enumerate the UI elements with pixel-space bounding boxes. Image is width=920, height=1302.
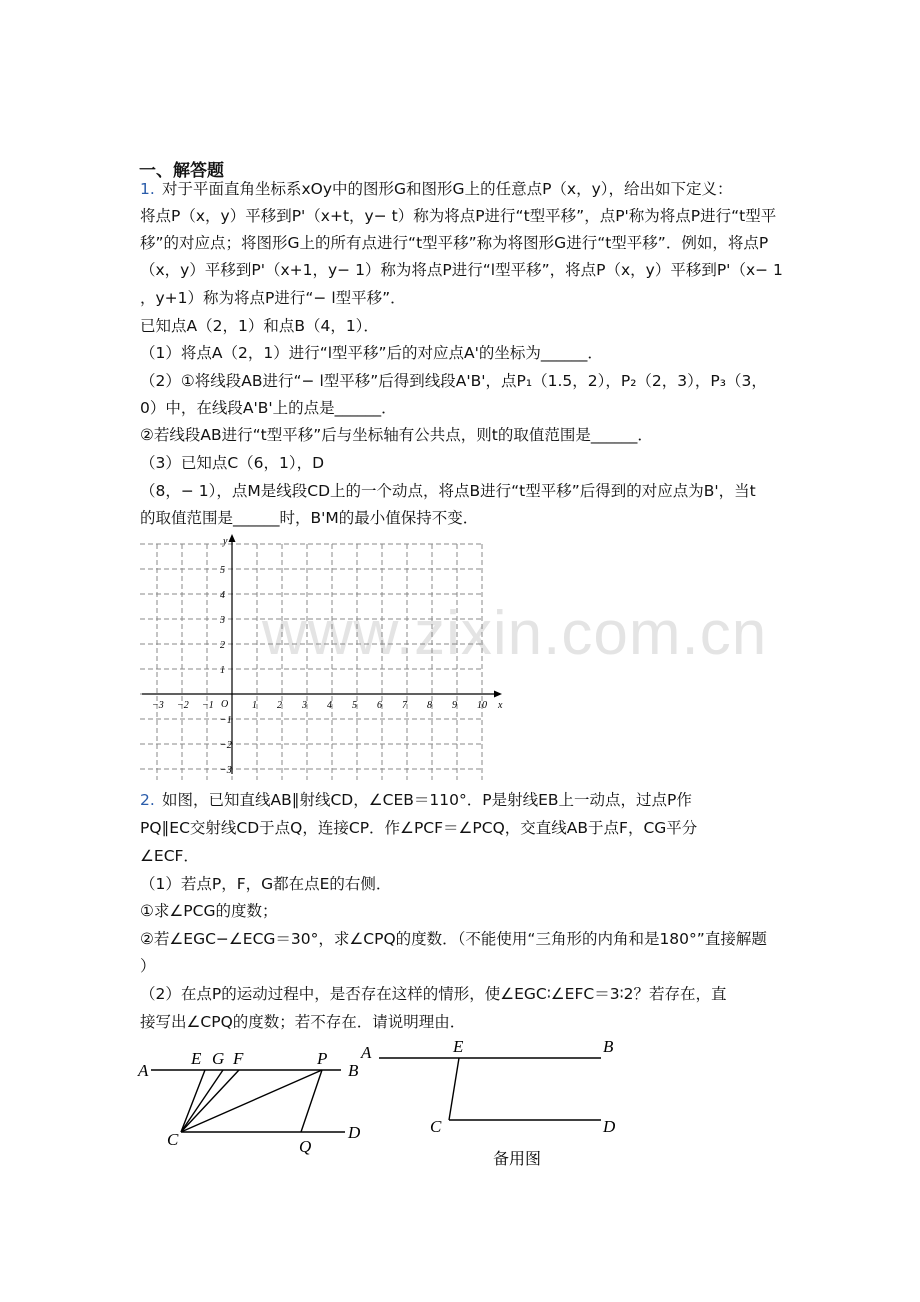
origin-label: O: [221, 699, 229, 710]
label-D: D: [603, 1117, 616, 1136]
q1-line: （1）将点A（2，1）进行“l型平移”后的对应点A'的坐标为______．: [140, 344, 603, 362]
x-axis-arrow: [494, 691, 502, 698]
label-E: E: [453, 1037, 464, 1056]
geometry-figure-main: [135, 1040, 375, 1165]
x-tick-label: −3: [152, 700, 164, 711]
q2-line: ①求∠PCG的度数；: [140, 902, 278, 920]
q2-line: 接写出∠CPQ的度数；若不存在．请说明理由．: [140, 1013, 466, 1031]
label-Q: Q: [299, 1137, 312, 1156]
x-tick-label: 10: [477, 700, 487, 711]
label-A: A: [138, 1061, 149, 1080]
q2-line: （2）在点P的运动过程中，是否存在这样的情形，使∠EGC∶∠EFC＝3∶2？若存在，直: [140, 985, 727, 1003]
label-P: P: [317, 1049, 328, 1068]
y-axis-arrow: [229, 534, 236, 542]
q1-line: 的取值范围是______时，B'M的最小值保持不变．: [140, 509, 479, 527]
label-B: B: [348, 1061, 359, 1080]
q1-line: 移”的对应点；将图形G上的所有点进行“t型平移”称为将图形G进行“t型平移”．例如，将点P: [140, 234, 769, 252]
q1-line: 已知点A（2，1）和点B（4，1）．: [140, 317, 379, 335]
x-axis-label: x: [498, 700, 503, 711]
q2-line: ）: [140, 957, 156, 975]
spare-figure-caption: 备用图: [493, 1149, 542, 1168]
y-tick-label: −2: [220, 740, 232, 751]
q2-line: ②若∠EGC−∠ECG＝30°，求∠CPQ的度数．（不能使用“三角形的内角和是180°”直接解题: [140, 930, 767, 948]
q1-line: （3）已知点C（6，1），D: [140, 454, 325, 472]
q1-line: 0）中，在线段A'B'上的点是______．: [140, 399, 397, 417]
q1-line: ②若线段AB进行“t型平移”后与坐标轴有公共点，则t的取值范围是______．: [140, 426, 653, 444]
q1-line: ，y+1）称为将点P进行“− l型平移”．: [140, 289, 406, 307]
q2-line: ∠ECF．: [140, 847, 199, 865]
q2-line: 如图，已知直线AB∥射线CD，∠CEB＝110°．P是射线EB上一动点，过点P作: [162, 791, 692, 809]
label-F: F: [233, 1049, 244, 1068]
x-tick-label: 5: [352, 700, 357, 711]
q1-line: 对于平面直角坐标系xOy中的图形G和图形G上的任意点P（x，y），给出如下定义：: [162, 180, 733, 198]
label-C: C: [430, 1117, 442, 1136]
q2-line: （1）若点P，F，G都在点E的右侧．: [140, 875, 392, 893]
label-B: B: [603, 1037, 614, 1056]
label-A: A: [361, 1043, 372, 1062]
q1-line: 将点P（x，y）平移到P'（x+t，y− t）称为将点P进行“t型平移”，点P'称为将点P进行“t型平: [140, 207, 777, 225]
q1-number: 1.: [140, 180, 155, 198]
q1-line: （x，y）平移到P'（x+1，y− 1）称为将点P进行“l型平移”，将点P（x，y）平移到P'（x− 1: [140, 261, 783, 279]
x-tick-label: 1: [252, 700, 257, 711]
q2-line: PQ∥EC交射线CD于点Q，连接CP．作∠PCF＝∠PCQ，交直线AB于点F，CG平分: [140, 819, 698, 837]
x-tick-label: 2: [277, 700, 282, 711]
x-tick-label: 4: [327, 700, 332, 711]
x-tick-label: 7: [402, 700, 407, 711]
y-tick-label: 5: [220, 565, 225, 576]
y-axis-label: y: [223, 536, 228, 547]
label-E: E: [191, 1049, 202, 1068]
label-D: D: [348, 1123, 361, 1142]
x-tick-label: 3: [302, 700, 307, 711]
label-G: G: [212, 1049, 225, 1068]
y-tick-label: 2: [220, 640, 225, 651]
watermark: www.zixin.com.cn: [262, 599, 768, 668]
q2-number: 2.: [140, 791, 155, 809]
x-tick-label: 8: [427, 700, 432, 711]
q1-line: （8，− 1），点M是线段CD上的一个动点，将点B进行“t型平移”后得到的对应点为B'，当t: [140, 482, 756, 500]
x-tick-label: −2: [177, 700, 189, 711]
geometry-figure-spare: [355, 1030, 635, 1170]
section-heading: 一、解答题: [139, 161, 224, 181]
x-tick-label: −1: [202, 700, 214, 711]
y-tick-label: −1: [220, 715, 232, 726]
y-tick-label: 4: [220, 590, 225, 601]
y-tick-label: −3: [220, 765, 232, 776]
label-C: C: [167, 1130, 179, 1149]
x-tick-label: 6: [377, 700, 382, 711]
q1-line: （2）①将线段AB进行“− l型平移”后得到线段A'B'，点P₁（1.5，2），P₂（2，3），P₃（3，: [140, 372, 767, 390]
y-tick-label: 3: [220, 615, 225, 626]
coordinate-grid: [140, 530, 510, 780]
x-tick-label: 9: [452, 700, 457, 711]
y-tick-label: 1: [220, 665, 225, 676]
